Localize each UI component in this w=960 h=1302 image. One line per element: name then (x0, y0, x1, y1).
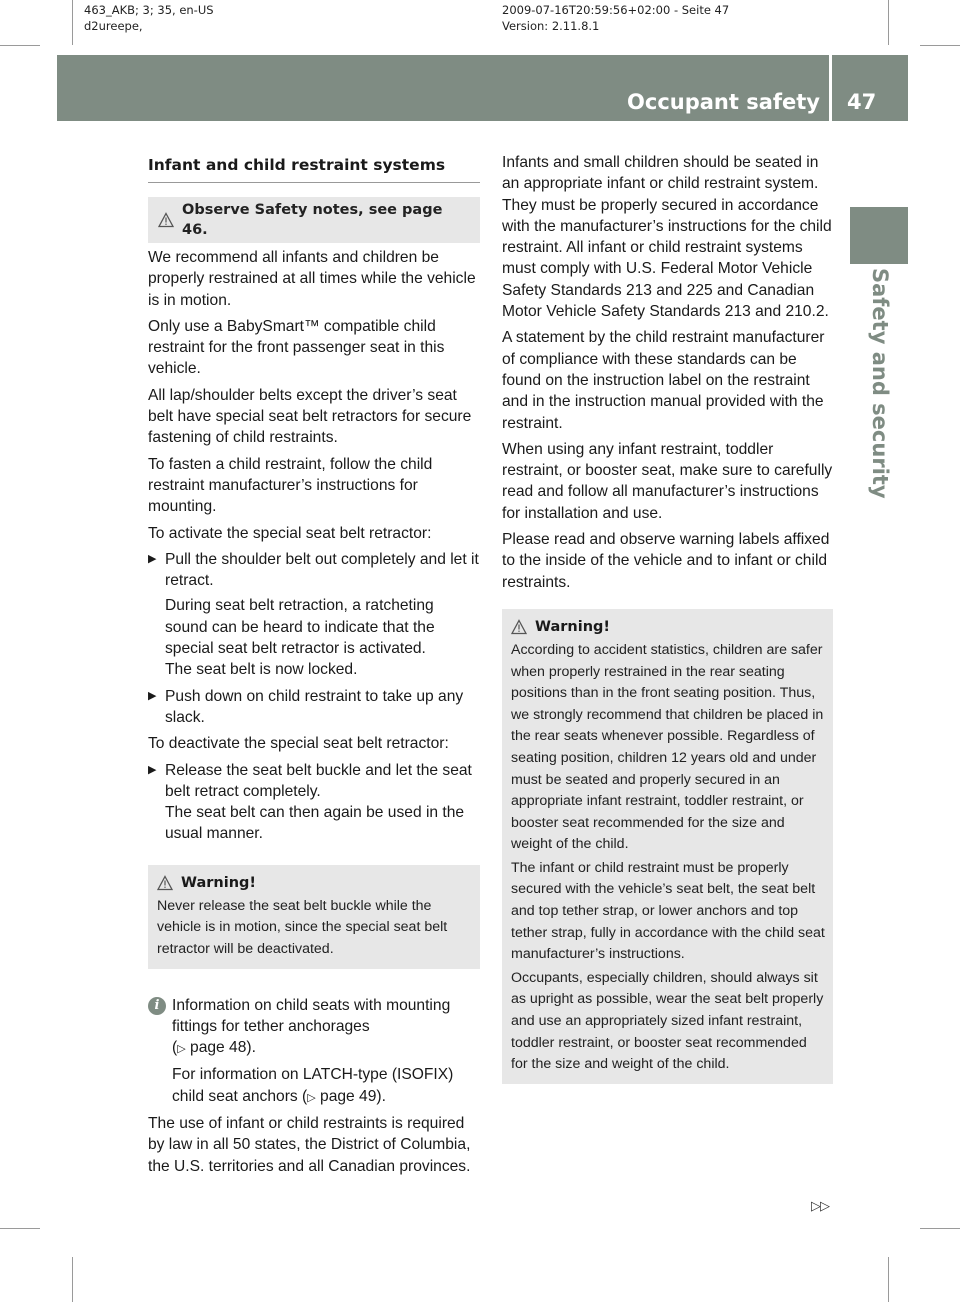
observe-notes-strip (148, 197, 480, 243)
info-note (148, 995, 480, 1109)
step-text: During seat belt retraction, a ratcheting sound can be heard to indicate that the special seat belt retractor is activated. (165, 597, 435, 658)
page-number: 47 (847, 90, 877, 114)
left-column (148, 152, 480, 1182)
step-arrow-icon: ▶ (148, 689, 157, 702)
warning-triangle-icon (511, 619, 527, 635)
step-item (148, 686, 480, 729)
print-meta-right (502, 2, 729, 34)
warning-box (502, 609, 833, 1084)
warning-title: Warning! (535, 618, 611, 635)
print-meta-left (84, 2, 214, 34)
crop-mark (72, 0, 73, 45)
paragraph: When using any infant restraint, toddler restraint, or booster seat, make sure to carefully read and follow all manufacturer’s instructions for installation and use. (502, 440, 833, 522)
paragraph: The use of infant or child restraints is required by law in all 50 states, the District of Columbia, the U.S. territories and all Canadian provinces. (148, 1114, 471, 1175)
step-text: Push down on child restraint to take up any slack. (165, 687, 464, 726)
paragraph: Infants and small children should be seated in an appropriate infant or child restraint system. They must be properly secured in accordance with the manufacturer’s instructions for the child restraint. All infant or child restraint systems must comply with U.S. Federal Motor Vehicle Safety Standards 213 and 225 and Canadian Motor Vehicle Safety Standards 213 and 210.2. (502, 154, 832, 321)
crop-mark (920, 45, 960, 46)
step-item (148, 760, 480, 845)
step-text: The seat belt can then again be used in the usual manner. (165, 804, 465, 843)
warning-triangle-icon (158, 212, 174, 228)
observe-notes-text: Observe Safety notes, see page 46. (182, 202, 443, 238)
page-title: Occupant safety (627, 90, 820, 114)
print-meta-line: 463_AKB; 3; 35, en-US (84, 3, 214, 17)
paragraph: All lap/shoulder belts except the driver’s seat belt have special seat belt retractors for secure fastening of child restraints. (148, 386, 472, 447)
step-text: Pull the shoulder belt out completely and let it retract. (165, 550, 479, 590)
print-meta-line: d2ureepe, (84, 19, 143, 33)
header-separator (829, 55, 832, 121)
crop-mark (920, 1228, 960, 1229)
crop-mark (0, 1228, 40, 1229)
paragraph: Only use a BabySmart™ compatible child restraint for the front passenger seat in this vehicle. (148, 317, 445, 378)
page-ref-arrow-icon: ▷ (307, 1091, 316, 1104)
info-text: Information on child seats with mounting fittings for tether anchorages (▷ page 48). (172, 996, 451, 1057)
paragraph: To activate the special seat belt retractor: (148, 524, 432, 542)
crop-mark (888, 1257, 889, 1302)
warning-header (511, 617, 825, 637)
warning-title: Warning! (181, 874, 257, 891)
step-text: Release the seat belt buckle and let the seat belt retract completely. (165, 761, 472, 800)
warning-text: The infant or child restraint must be properly secured with the vehicle’s seat belt, the seat belt and top tether strap, or lower anchors and top tether strap, fully in accordance with the child seat manufacturer’s instructions. (511, 859, 825, 963)
paragraph: We recommend all infants and children be properly restrained at all times while the vehicle is in motion. (148, 249, 476, 309)
crop-mark (72, 1257, 73, 1302)
chapter-tab (850, 207, 908, 264)
warning-header (157, 873, 472, 893)
warning-triangle-icon (157, 875, 173, 891)
continued-marker: ▷▷ (811, 1199, 829, 1214)
print-meta-line: 2009-07-16T20:59:56+02:00 - Seite 47 (502, 3, 730, 17)
paragraph: A statement by the child restraint manufacturer of compliance with these standards can be found on the instruction label on the restraint and in the instruction manual provided with the restraint. (502, 329, 825, 432)
step-text: The seat belt is now locked. (165, 661, 358, 679)
crop-mark (888, 0, 889, 45)
info-icon: i (148, 997, 166, 1015)
info-text (172, 1064, 480, 1109)
warning-text: Never release the seat belt buckle while the vehicle is in motion, since the special seat belt retractor will be deactivated. (157, 897, 448, 957)
step-item (148, 549, 480, 681)
chapter-label: Safety and security (868, 268, 892, 499)
page-ref: page 48). (190, 1039, 256, 1057)
print-meta-line: Version: 2.11.8.1 (502, 19, 600, 33)
warning-text: According to accident statistics, children are safer when properly restrained in the rear seating positions than in the front seating position. Thus, we strongly recommend that children be placed in the rear seats whenever possible. Regardless of seating position, children 12 years old and under must be seated and properly secured in an appropriate infant restraint, toddler restraint, or booster seat recommended for the size and weight of the child. (511, 641, 824, 853)
warning-box (148, 865, 480, 969)
step-arrow-icon: ▶ (148, 763, 157, 776)
page-ref-arrow-icon: ▷ (177, 1043, 186, 1056)
page-ref: page 49). (320, 1087, 386, 1105)
info-line: For information on LATCH-type (ISOFIX) child seat anchors ( (172, 1066, 454, 1105)
right-column (502, 152, 833, 1084)
warning-text: Occupants, especially children, should always sit as upright as possible, wear the seat belt properly and use an appropriately sized infant restraint, toddler restraint, or booster seat recommended for the size and weight of the child. (511, 969, 824, 1073)
crop-mark (0, 45, 40, 46)
paragraph: To fasten a child restraint, follow the child restraint manufacturer’s instructions for mounting. (148, 455, 433, 516)
step-arrow-icon: ▶ (148, 552, 157, 565)
paragraph: Please read and observe warning labels affixed to the inside of the vehicle and to infant or child restraints. (502, 531, 830, 591)
section-heading: Infant and child restraint systems (148, 156, 480, 183)
info-line: Information on child seats with mounting fittings for tether anchorages (172, 996, 451, 1035)
paragraph: To deactivate the special seat belt retractor: (148, 735, 449, 753)
